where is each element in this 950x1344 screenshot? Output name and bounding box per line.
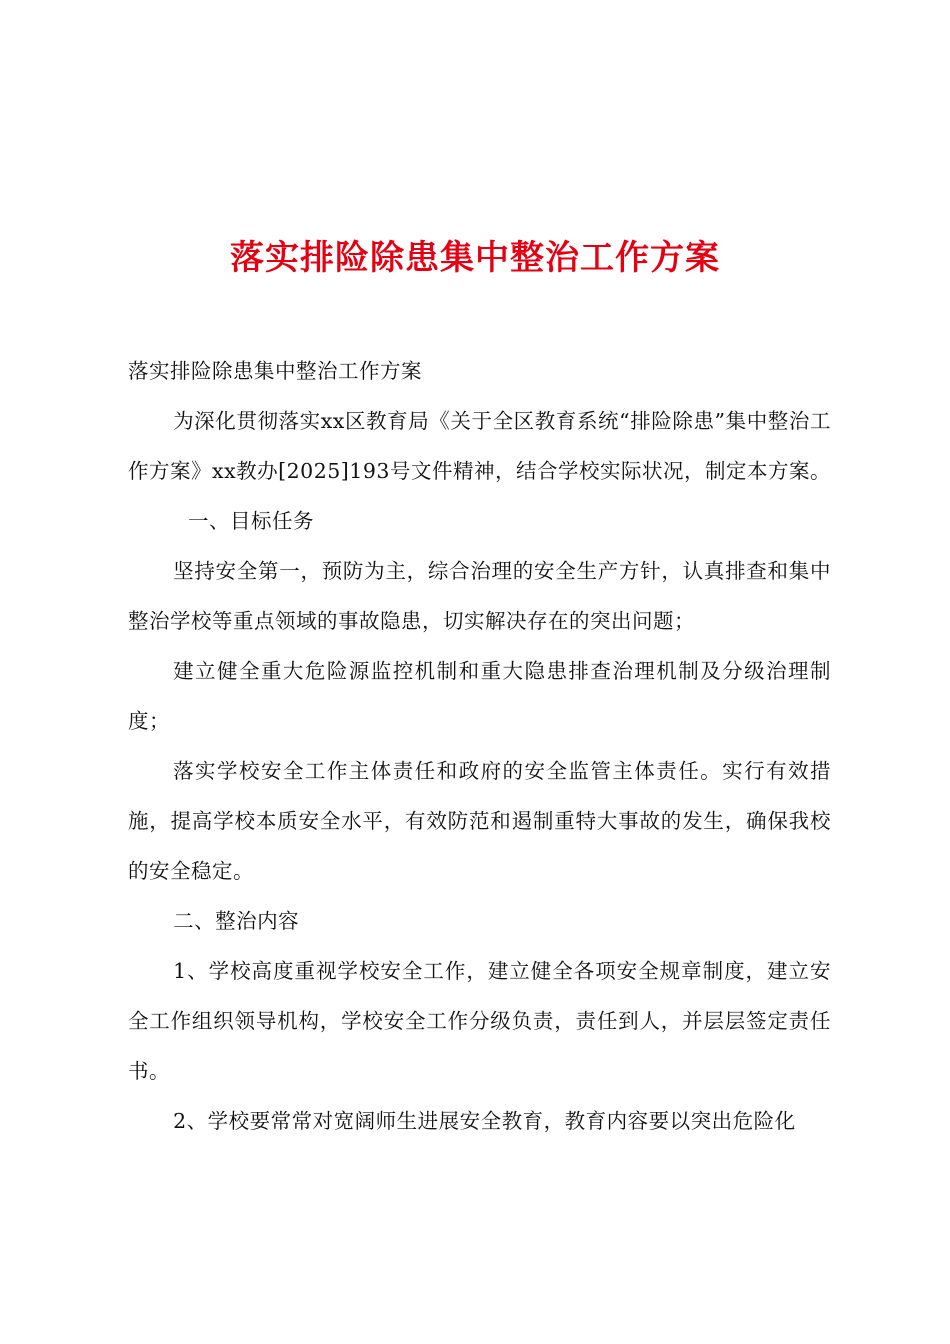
section-heading-content: 二、整治内容 <box>173 909 300 933</box>
paragraph-goal-3: 落实学校安全工作主体责任和政府的安全监管主体责任。实行有效措施，提高学校本质安全水平，有效防范和遏制重特大事故的发生，确保我校的安全稳定。 <box>128 759 831 883</box>
document-subtitle: 落实排险除患集中整治工作方案 <box>128 359 422 383</box>
paragraph-intro-text: 为深化贯彻落实xx区教育局《关于全区教育系统“排险除患”集中整治工作方案》xx教办[2025]193号文件精神，结合学校实际状况，制定本方案。 <box>128 409 831 483</box>
document-body <box>128 346 831 1146</box>
paragraph-intro <box>128 396 831 546</box>
paragraph-goal-2: 建立健全重大危险源监控机制和重大隐患排查治理机制及分级治理制度； <box>128 659 831 733</box>
paragraph-goal-1: 坚持安全第一，预防为主，综合治理的安全生产方针，认真排查和集中整治学校等重点领域的事故隐患，切实解决存在的突出问题； <box>128 559 831 633</box>
section-heading-goals: 一、目标任务 <box>188 509 314 533</box>
paragraph-item-1: 1、学校高度重视学校安全工作，建立健全各项安全规章制度，建立安全工作组织领导机构，学校安全工作分级负责，责任到人，并层层签定责任书。 <box>128 959 831 1083</box>
paragraph-item-2: 2、学校要常常对宽阔师生进展安全教育，教育内容要以突出危险化 <box>173 1109 796 1133</box>
document-title: 落实排险除患集中整治工作方案 <box>230 237 720 278</box>
